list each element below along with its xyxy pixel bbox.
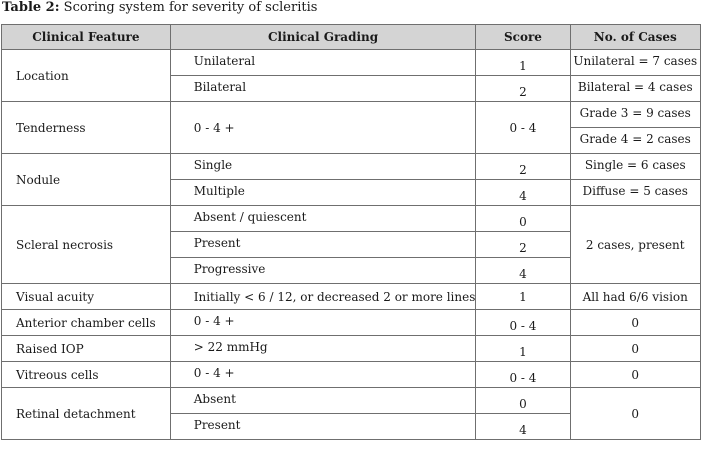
score-cell: 0 - 4 — [476, 362, 570, 388]
grading-cell: 0 - 4 + — [170, 362, 476, 388]
cases-cell: Diffuse = 5 cases — [570, 180, 701, 206]
table-row — [2, 154, 701, 180]
feature-scleral-necrosis: Scleral necrosis — [2, 206, 171, 284]
grading-cell: Absent / quiescent — [170, 206, 476, 232]
caption-text: Scoring system for severity of scleritis — [63, 0, 318, 15]
feature-vitreous-cells: Vitreous cells — [2, 362, 171, 388]
feature-anterior-chamber-cells: Anterior chamber cells — [2, 310, 171, 336]
feature-tenderness: Tenderness — [2, 102, 171, 154]
table-row — [2, 50, 701, 76]
cases-cell: Unilateral = 7 cases — [570, 50, 701, 76]
feature-raised-iop: Raised IOP — [2, 336, 171, 362]
cases-cell: 0 — [570, 310, 701, 336]
cases-cell: Bilateral = 4 cases — [570, 76, 701, 102]
grading-cell: 0 - 4 + — [170, 310, 476, 336]
score-cell: 0 — [476, 388, 570, 414]
header-clinical-grading: Clinical Grading — [170, 25, 476, 50]
cases-cell: 2 cases, present — [570, 206, 701, 284]
feature-retinal-detachment: Retinal detachment — [2, 388, 171, 440]
score-cell: 4 — [476, 180, 570, 206]
grading-cell: 0 - 4 + — [170, 102, 476, 154]
table-row — [2, 362, 701, 388]
table-row — [2, 336, 701, 362]
score-cell: 1 — [476, 50, 570, 76]
grading-cell: Present — [170, 414, 476, 440]
header-clinical-feature: Clinical Feature — [2, 25, 171, 50]
header-row — [2, 25, 701, 50]
cases-cell: 0 — [570, 388, 701, 440]
cases-cell: 0 — [570, 336, 701, 362]
grading-cell: Unilateral — [170, 50, 476, 76]
score-cell: 1 — [476, 284, 570, 310]
feature-location: Location — [2, 50, 171, 102]
grading-cell: Progressive — [170, 258, 476, 284]
feature-visual-acuity: Visual acuity — [2, 284, 171, 310]
grading-cell: Multiple — [170, 180, 476, 206]
cases-cell: Grade 4 = 2 cases — [570, 128, 701, 154]
table-row — [2, 102, 701, 128]
table-caption — [2, 0, 317, 16]
grading-cell: Bilateral — [170, 76, 476, 102]
cases-cell: Single = 6 cases — [570, 154, 701, 180]
score-cell: 1 — [476, 336, 570, 362]
caption-label: Table 2: — [2, 0, 60, 15]
grading-cell: > 22 mmHg — [170, 336, 476, 362]
score-cell: 2 — [476, 232, 570, 258]
cases-cell: 0 — [570, 362, 701, 388]
score-cell: 2 — [476, 154, 570, 180]
table-row — [2, 310, 701, 336]
score-cell: 4 — [476, 258, 570, 284]
score-cell: 0 - 4 — [476, 102, 570, 154]
table-row — [2, 284, 701, 310]
grading-cell: Present — [170, 232, 476, 258]
scleritis-scoring-table — [1, 24, 701, 440]
cases-cell: All had 6/6 vision — [570, 284, 701, 310]
grading-cell: Absent — [170, 388, 476, 414]
score-cell: 2 — [476, 76, 570, 102]
cases-cell: Grade 3 = 9 cases — [570, 102, 701, 128]
header-no-of-cases: No. of Cases — [570, 25, 701, 50]
score-cell: 0 - 4 — [476, 310, 570, 336]
score-cell: 0 — [476, 206, 570, 232]
score-cell: 4 — [476, 414, 570, 440]
table-row — [2, 388, 701, 414]
feature-nodule: Nodule — [2, 154, 171, 206]
grading-cell: Single — [170, 154, 476, 180]
grading-cell: Initially < 6 / 12, or decreased 2 or more lines — [170, 284, 476, 310]
table-row — [2, 206, 701, 232]
header-score: Score — [476, 25, 570, 50]
